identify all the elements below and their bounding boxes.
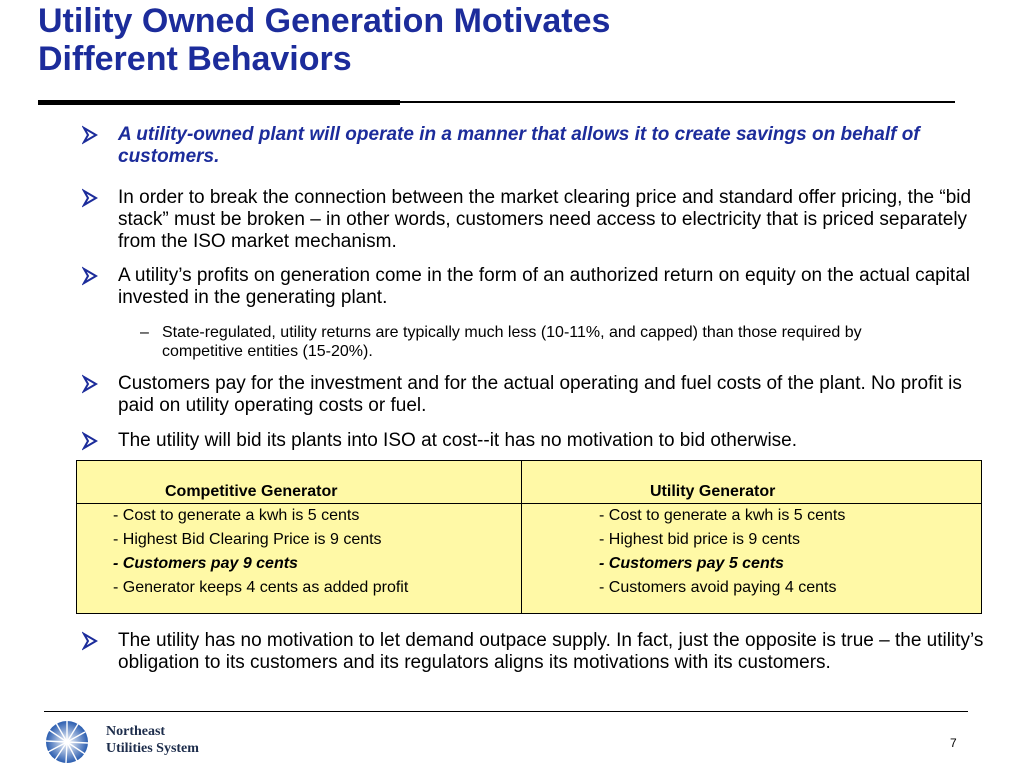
table-cell-left: - Highest Bid Clearing Price is 9 cents — [113, 531, 382, 548]
table-cell-left: - Cost to generate a kwh is 5 cents — [113, 507, 360, 524]
sub-bullet-dash: – — [140, 324, 149, 341]
competitive-generator-header: Competitive Generator — [165, 483, 338, 500]
table-cell-right: - Customers pay 5 cents — [599, 555, 784, 572]
sunburst-logo-icon — [44, 719, 90, 765]
title-divider-accent — [38, 100, 400, 105]
table-cell-right: - Customers avoid paying 4 cents — [599, 579, 837, 596]
arrow-bullet-icon — [82, 124, 100, 146]
arrow-bullet-icon — [82, 187, 100, 209]
table-cell-left: - Generator keeps 4 cents as added profit — [113, 579, 409, 596]
logo-line-1: Northeast — [106, 724, 166, 739]
bullet-text: The utility will bid its plants into ISO at cost--it has no motivation to bid otherwise. — [118, 430, 798, 451]
arrow-bullet-icon — [82, 430, 100, 452]
table-column-divider — [521, 461, 522, 613]
bullet-text: In order to break the connection between the market clearing price and standard offer pricing, the “bid stack” must be broken – in other words, customers need access to electricity that is priced separately from the ISO market mechanism. — [118, 187, 972, 252]
slide-title-line-1: Utility Owned Generation Motivates — [38, 2, 611, 40]
slide-title — [38, 2, 938, 78]
logo-line-2: Utilities System — [106, 741, 199, 756]
bullet-text: Customers pay for the investment and for the actual operating and fuel costs of the plant. No profit is paid on utility operating costs or fuel. — [118, 373, 962, 416]
comparison-table — [76, 460, 982, 614]
page-number: 7 — [950, 736, 957, 750]
sub-bullet-text: State-regulated, utility returns are typically much less (10-11%, and capped) than those required by competitive entities (15-20%). — [162, 324, 862, 360]
table-cell-left: - Customers pay 9 cents — [113, 555, 298, 572]
utility-generator-header: Utility Generator — [650, 483, 776, 500]
bullet-text: A utility-owned plant will operate in a manner that allows it to create savings on behalf of customers. — [118, 124, 920, 167]
table-cell-right: - Cost to generate a kwh is 5 cents — [599, 507, 846, 524]
company-logo — [44, 719, 214, 765]
arrow-bullet-icon — [82, 630, 100, 652]
arrow-bullet-icon — [82, 373, 100, 395]
slide-title-line-2: Different Behaviors — [38, 40, 352, 78]
bullet-text: A utility’s profits on generation come in the form of an authorized return on equity on the actual capital invested in the generating plant. — [118, 265, 970, 308]
table-cell-right: - Highest bid price is 9 cents — [599, 531, 800, 548]
bullet-text: The utility has no motivation to let demand outpace supply. In fact, just the opposite is true – the utility’s obligation to its customers and its regulators aligns its motivations with its customers. — [118, 630, 984, 673]
logo-wordmark — [106, 723, 199, 757]
footer-divider — [44, 711, 968, 712]
arrow-bullet-icon — [82, 265, 100, 287]
